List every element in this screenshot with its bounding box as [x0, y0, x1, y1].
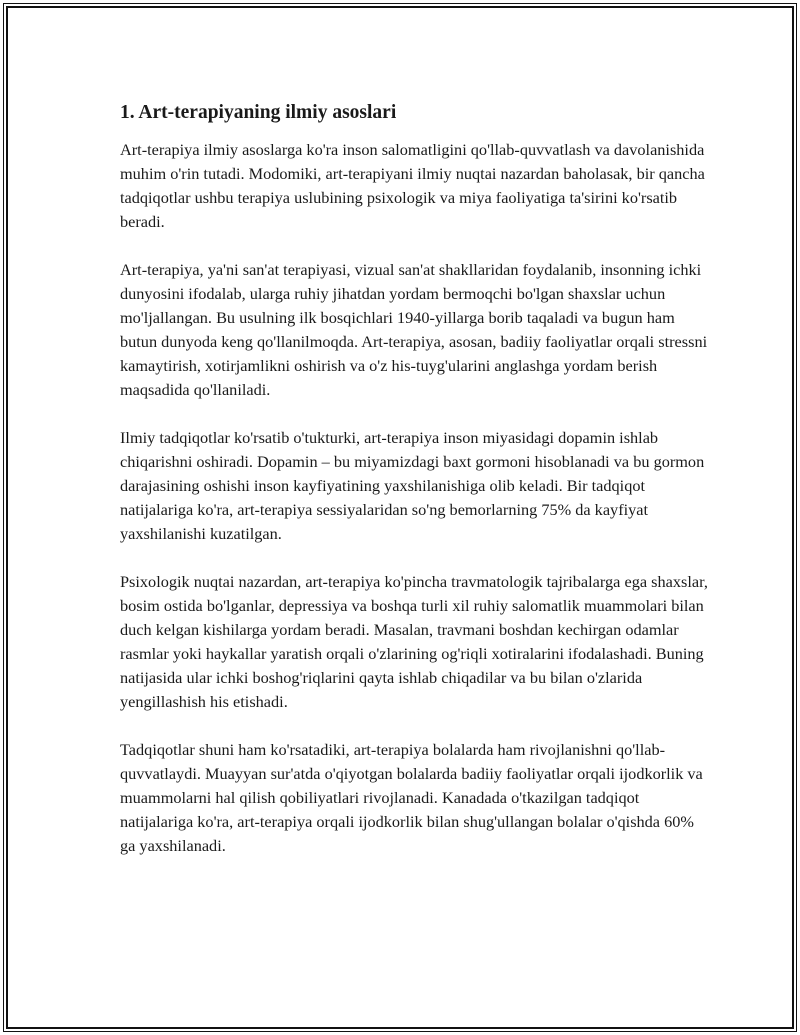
paragraph-psychology: Psixologik nuqtai nazardan, art-terapiya ko'pincha travmatologik tajribalarga ega shaxslar, bosim ostida bo'lganlar, depressiya va boshqa turli xil ruhiy salomatlik muammolari bilan duch kelgan kishilarga yordam beradi. Masalan, travmani boshdan kechirgan odamlar rasmlar yoki haykallar yaratish orqali o'zlarining og'riqli xotiralarini ifodalashadi. Buning natijasida ular ichki boshog'riqlarini qayta ishlab chiqadilar va bu bilan o'zlarida yengillashish his etishadi.: [120, 572, 708, 711]
document-body: [120, 100, 710, 882]
paragraph-dopamine: Ilmiy tadqiqotlar ko'rsatib o'tukturki, art-terapiya inson miyasidagi dopamin ishlab chiqarishni oshiradi. Dopamin – bu miyamizdagi baxt gormoni hisoblanadi va bu gormon darajasining oshishi inson kayfiyatining yaxshilanishiga olib keladi. Bir tadqiqot natijalariga ko'ra, art-terapiya sessiyalaridan so'ng bemorlarning 75% da kayfiyat yaxshilanishi kuzatilgan.: [120, 428, 705, 543]
paragraph-intro: Art-terapiya ilmiy asoslarga ko'ra inson salomatligini qo'llab-quvvatlash va davolanishida muhim o'rin tutadi. Modomiki, art-terapiyani ilmiy nuqtai nazardan baholasak, bir qancha tadqiqotlar ushbu terapiya uslubining psixologik va miya faoliyatiga ta'sirini ko'rsatib beradi.: [120, 140, 705, 231]
page-border: [6, 6, 794, 1029]
paragraph-children: Tadqiqotlar shuni ham ko'rsatadiki, art-terapiya bolalarda ham rivojlanishni qo'llab-quvvatlaydi. Muayyan sur'atda o'qiyotgan bolalarda badiiy faoliyatlar orqali ijodkorlik va muammolarni hal qilish qobiliyatlari rivojlanadi. Kanadada o'tkazilgan tadqiqot natijalariga ko'ra, art-terapiya orqali ijodkorlik bilan shug'ullangan bolalar o'qishda 60% ga yaxshilanadi.: [120, 740, 703, 855]
section-heading: 1. Art-terapiyaning ilmiy asoslari: [120, 102, 397, 123]
paragraph-definition: Art-terapiya, ya'ni san'at terapiyasi, vizual san'at shakllaridan foydalanib, insonning ichki dunyosini ifodalab, ularga ruhiy jihatdan yordam bermoqchi bo'lgan shaxslar uchun mo'ljallangan. Bu usulning ilk bosqichlari 1940-yillarga borib taqaladi va bugun ham butun dunyoda keng qo'llanilmoqda. Art-terapiya, asosan, badiiy faoliyatlar orqali stressni kamaytirish, xotirjamlikni oshirish va o'z his-tuyg'ularini anglashga yordam berish maqsadida qo'llaniladi.: [120, 260, 708, 399]
